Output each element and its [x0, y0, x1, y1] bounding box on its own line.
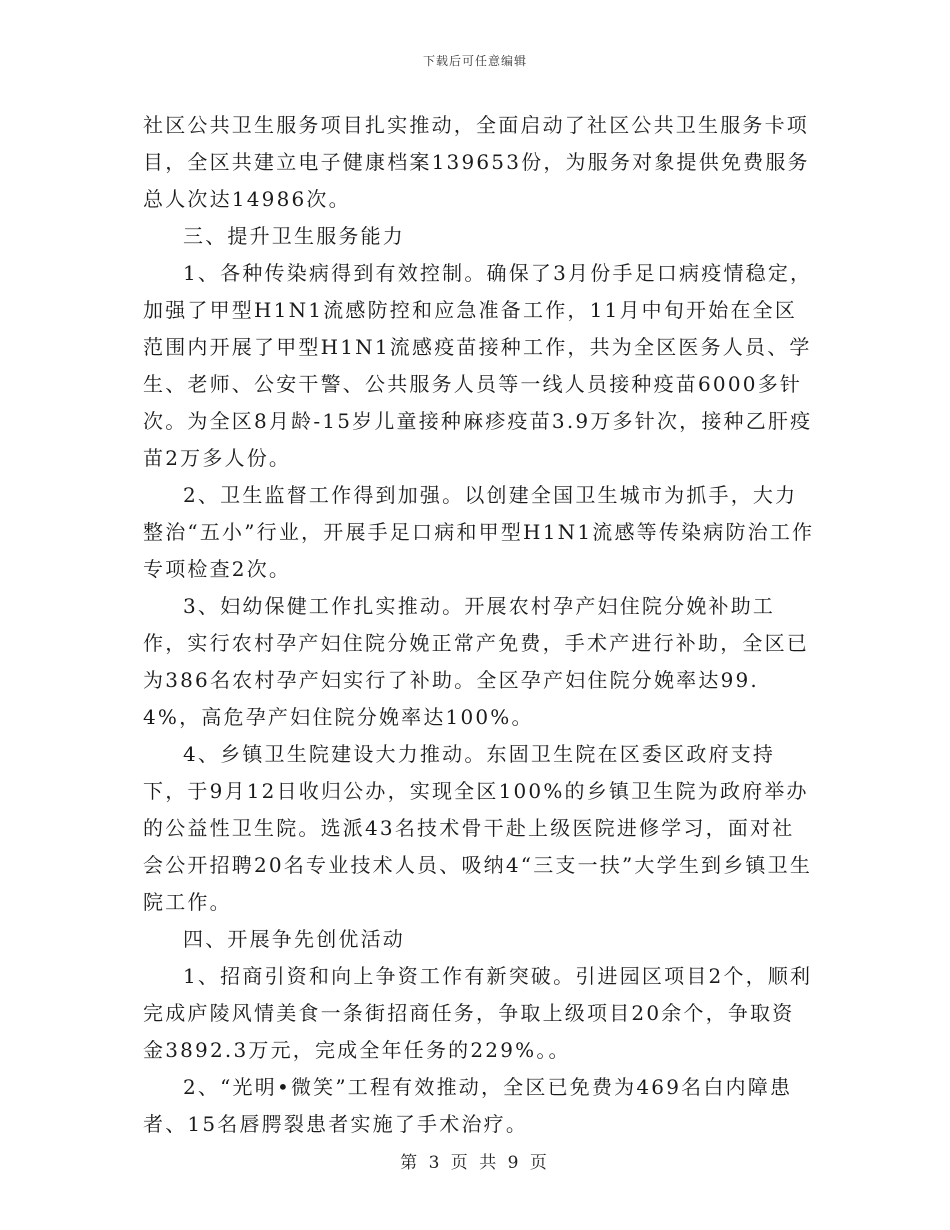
paragraph-investment: 1、招商引资和向上争资工作有新突破。引进园区项目2个，顺利完成庐陵风情美食一条街招商任务，争取上级项目20余个，争取资金3892.3万元，完成全年任务的229%。。 — [143, 964, 813, 1062]
header-note: 下载后可任意编辑 — [422, 54, 527, 68]
paragraph-health-supervision: 2、卫生监督工作得到加强。以创建全国卫生城市为抓手，大力整治“五小”行业，开展手足口病和甲型H1N1流感等传染病防治工作专项检查2次。 — [143, 483, 815, 581]
paragraph-bright-smile: 2、“光明•微笑”工程有效推动，全区已免费为469名白内障患者、15名唇腭裂患者实施了手术治疗。 — [143, 1075, 793, 1136]
section-heading-3: 三、提升卫生服务能力 — [183, 224, 405, 248]
section-heading-4: 四、开展争先创优活动 — [183, 927, 405, 951]
paragraph-continuation: 社区公共卫生服务项目扎实推动，全面启动了社区公共卫生服务卡项目，全区共建立电子健康档案139653份，为服务对象提供免费服务总人次达14986次。 — [143, 113, 810, 211]
paragraph-infectious-disease: 1、各种传染病得到有效控制。确保了3月份手足口病疫情稳定，加强了甲型H1N1流感防控和应急准备工作，11月中旬开始在全区范围内开展了甲型H1N1流感疫苗接种工作，共为全区医务人员、学生、老师、公安干警、公共服务人员等一线人员接种疫苗6000多针次。为全区8月龄-15岁儿童接种麻疹疫苗3.9万多针次，接种乙肝疫苗2万多人份。 — [143, 261, 813, 470]
paragraph-township-hospital: 4、乡镇卫生院建设大力推动。东固卫生院在区委区政府支持下，于9月12日收归公办，实现全区100%的乡镇卫生院为政府举办的公益性卫生院。选派43名技术骨干赴上级医院进修学习，面对社会公开招聘20名专业技术人员、吸纳4“三支一扶”大学生到乡镇卫生院工作。 — [143, 742, 813, 914]
document-body — [143, 107, 815, 1143]
page-number: 第 3 页 共 9 页 — [400, 1153, 550, 1173]
paragraph-maternal-child: 3、妇幼保健工作扎实推动。开展农村孕产妇住院分娩补助工作，实行农村孕产妇住院分娩正常产免费，手术产进行补助，全区已为386名农村孕产妇实行了补助。全区孕产妇住院分娩率达99.4%，高危孕产妇住院分娩率达100%。 — [143, 594, 809, 729]
